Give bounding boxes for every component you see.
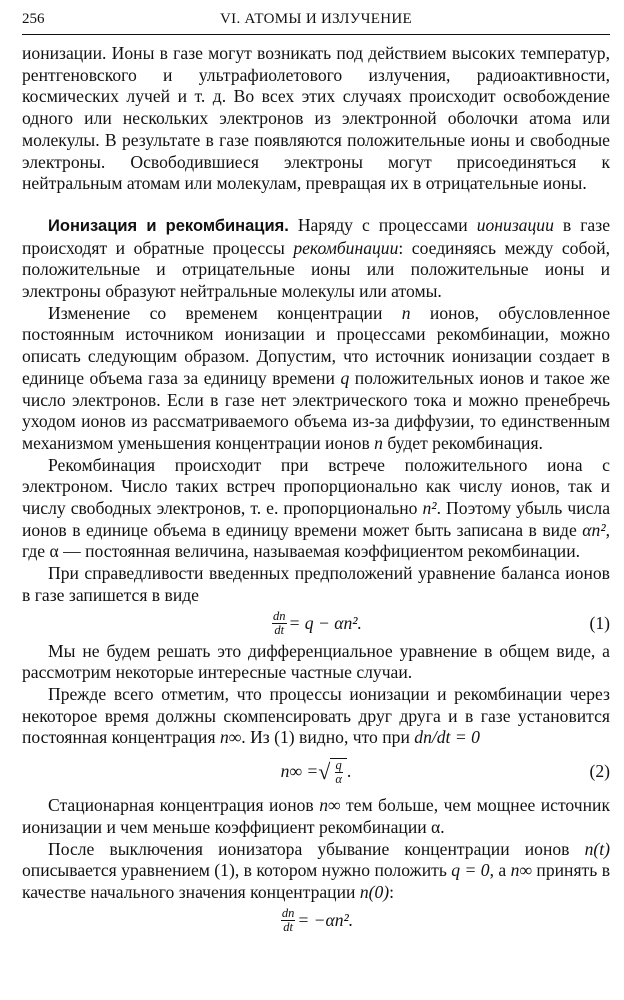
equation-3	[22, 904, 610, 938]
equation-rhs: = −αn².	[297, 909, 354, 930]
fraction: $\frac{q}{\alpha}$	[335, 758, 342, 787]
page-header	[22, 11, 610, 31]
running-title: VI. АТОМЫ И ИЗЛУЧЕНИЕ	[220, 11, 412, 27]
equation-1	[22, 607, 610, 641]
fraction: $\frac{dn}{dt}$	[281, 906, 295, 935]
paragraph: Рекомбинация происходит при встрече положительного иона с электроном. Число таких встреч пропорционально как числу ионов, так и числу свободных электронов, т. е. пропорционально n². Поэтому убыль числа ионов в единице объема в единицу времени может быть записана в виде αn², где α — постоянная величина, называемая коэффициентом рекомбинации.	[22, 454, 611, 562]
book-page	[22, 0, 610, 1000]
fraction: $\frac{dn}{dt}$	[273, 609, 286, 638]
header-rule	[22, 34, 610, 35]
paragraph: Стационарная концентрация ионов n∞ тем больше, чем мощнее источник ионизации и чем меньше коэффициент рекомбинации α.	[22, 795, 611, 837]
paragraph: Изменение со временем концентрации n ионов, обусловленное постоянным источником ионизации и процессами рекомбинации, можно описать следующим образом. Допустим, что источник ионизации создает в единице объема газа за единицу времени q положительных ионов и такое же число электронов. Если в газе нет электрического тока и можно пренебречь уходом ионов из рассматриваемого объема из-за диффузии, то единственным механизмом уменьшения концентрации ионов n будет рекомбинация.	[22, 302, 610, 453]
paragraph: ионизации. Ионы в газе могут возникать под действием высоких температур, рентгеновского и ультрафиолетового излучения, радиоактивности, космических лучей и т. д. Во всех этих случаях происходит освобождение одного или нескольких электронов из электронной оболочки атома или молекулы. В результате в газе появляются положительные ионы и свободные электроны. Освободившиеся электроны могут присоединяться к нейтральным атомам или молекулам, превращая их в отрицательные ионы.	[22, 43, 610, 194]
paragraph: Мы не будем решать это дифференциальное уравнение в общем виде, а рассмотрим некоторые интересные частные случаи.	[22, 640, 610, 683]
equation-label: (1)	[589, 612, 610, 633]
equation-lhs: n∞ =	[280, 761, 319, 782]
paragraph: Прежде всего отметим, что процессы ионизации и рекомбинации через некоторое время должны скомпенсировать друг друга и в газе установится постоянная концентрация n∞. Из (1) видно, что при dn/dt = 0	[22, 683, 610, 748]
equation-rhs: = q − αn².	[288, 612, 362, 633]
square-root: √ $\frac{q}{\alpha}$	[318, 758, 347, 786]
section-gap	[22, 195, 610, 215]
page-number: 256	[22, 11, 45, 27]
paragraph: При справедливости введенных предположений уравнение баланса ионов в газе запишется в виде	[22, 563, 610, 605]
body-text	[22, 43, 610, 938]
paragraph: Ионизация и рекомбинация. Наряду с процессами ионизации в газе происходят и обратные процессы рекомбинации: соединяясь между собой, положительные и отрицательные ионы или положительные ионы и электроны образуют нейтральные молекулы или атомы.	[22, 214, 611, 302]
paragraph: После выключения ионизатора убывание концентрации ионов n(t) описывается уравнением (1), в котором нужно положить q = 0, а n∞ принять в качестве начального значения концентрации n(0):	[22, 838, 611, 902]
equation-label: (2)	[589, 761, 610, 782]
section-heading: Ионизация и рекомбинация.	[48, 216, 289, 235]
equation-2: n∞ = √ $\frac{q}{\alpha}$ . (2)	[280, 758, 610, 787]
